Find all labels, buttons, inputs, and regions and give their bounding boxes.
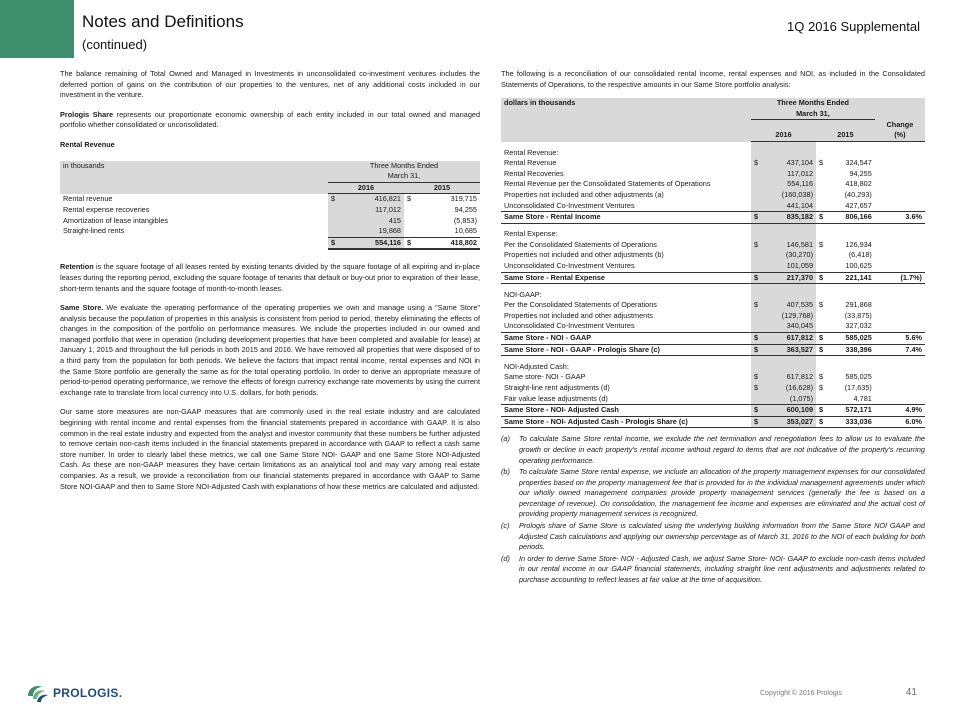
section-heading-row — [501, 290, 925, 301]
recon-value-2015: (33,875) — [844, 310, 872, 320]
prologis-share-term: Prologis Share — [60, 109, 114, 119]
recon-value-2016: 353,027 — [759, 416, 816, 428]
footnote-tag: (d) — [501, 553, 510, 563]
recon-value-2016: (30,270) — [759, 250, 816, 261]
recon-change — [875, 394, 925, 405]
recon-value-2015: 94,255 — [849, 168, 872, 178]
recon-cur-2015 — [816, 250, 824, 261]
rev-row-2016: 415 — [336, 216, 404, 227]
recon-change — [875, 201, 925, 212]
recon-change — [875, 250, 925, 261]
recon-units: dollars in thousands — [501, 98, 751, 109]
recon-cur-2016 — [751, 179, 759, 190]
recon-value-2016: 117,012 — [759, 169, 816, 180]
rental-revenue-table — [60, 161, 480, 251]
recon-value-2015: 427,657 — [845, 200, 872, 210]
recon-label: Rental Revenue per the Consolidated Statements of Operations — [504, 179, 711, 189]
recon-cur-2016: $ — [751, 383, 759, 394]
rev-year-2016: 2016 — [328, 182, 404, 194]
recon-value-2015: 572,171 — [824, 405, 875, 417]
recon-change — [875, 179, 925, 190]
prologis-logo-icon — [24, 682, 50, 704]
recon-cur-2015 — [816, 311, 824, 322]
intro-paragraph: The balance remaining of Total Owned and Managed in Investments in unconsolidated co-investment ventures includes the deferred portion of gains on the contribution of our properties to the ventures, net of any additional costs included in our investment in the venture. — [60, 69, 480, 100]
footnote — [501, 467, 925, 520]
recon-cur-2015: $ — [819, 239, 824, 249]
recon-row — [501, 250, 925, 261]
recon-value-2015: 585,025 — [845, 372, 872, 382]
recon-cur-2015 — [816, 179, 824, 190]
rev-row-2015: 10,685 — [454, 226, 477, 236]
recon-change — [875, 240, 925, 251]
recon-label: Per the Consolidated Statements of Operations — [504, 300, 657, 310]
rev-row-2015: (5,853) — [453, 215, 477, 225]
recon-cur-2016: $ — [751, 300, 759, 311]
prologis-logo — [24, 682, 122, 704]
recon-cur-2015: $ — [816, 416, 824, 428]
recon-cur-2016: $ — [751, 416, 759, 428]
recon-cur-2015: $ — [819, 300, 824, 310]
rev-row-2016: 19,868 — [336, 226, 404, 237]
recon-row — [501, 261, 925, 272]
retention-text: is the square footage of all leases rented by existing tenants divided by the square footage of all expiring and in-place leases during the reporting period, excluding the square footage of tenants that default or buy-out prior to expiration of their lease, short-term tenants and the square footage of month-to-month leases. — [60, 262, 480, 293]
recon-change — [875, 383, 925, 394]
recon-label: Properties not included and other adjustments (b) — [504, 250, 664, 260]
retention-paragraph — [60, 262, 480, 294]
recon-row — [501, 190, 925, 201]
recon-label: Same Store - NOI- Adjusted Cash - Prologis Share (c) — [501, 416, 751, 428]
recon-row — [501, 300, 925, 311]
recon-label: Unconsolidated Co-Investment Ventures — [504, 321, 635, 331]
recon-cur-2016: $ — [751, 272, 759, 284]
recon-value-2016: 617,812 — [759, 333, 816, 345]
recon-label: Same Store - NOI - GAAP — [501, 333, 751, 345]
same-store-paragraph — [60, 303, 480, 398]
recon-change: (1.7%) — [875, 272, 925, 284]
rev-total-cur2: $ — [404, 237, 412, 249]
recon-cur-2016: $ — [751, 158, 759, 169]
footnote-tag: (c) — [501, 521, 510, 531]
recon-change-unit: (%) — [875, 130, 925, 141]
recon-change: 5.6% — [875, 333, 925, 345]
section-heading-row — [501, 362, 925, 373]
same-store-text: We evaluate the operating performance of the operating properties we own and manage using a "Same Store" analysis because the population of properties in this analysis is consistent from period to period, thereby eliminating the effects of changes in the composition of the portfolio on performance measures. We include the properties included in our owned and managed portfolio that were in operation (including development properties that have been completed and available for lease) at January 1, 2015 and throughout the full periods in both 2015 and 2016. We have removed all properties that were disposed of to a third party from the population for both periods. We believe the factors that impact rental income, rental expenses and NOI in the Same Store portfolio are generally the same as for the total operating portfolio. In order to derive an appropriate measure of period-to-period operating performance, we remove the effects of foreign currency exchange rate movements by using the current exchange rate to translate from local currency into U.S. dollars, for both periods. — [60, 303, 480, 397]
recon-value-2015: 806,166 — [824, 212, 875, 224]
recon-period-header: Three Months Ended — [751, 98, 875, 109]
recon-row — [501, 201, 925, 212]
recon-cur-2016: $ — [751, 372, 759, 383]
recon-cur-2015: $ — [816, 272, 824, 284]
rev-row — [60, 216, 480, 227]
recon-row — [501, 158, 925, 169]
rev-units: in thousands — [60, 161, 328, 172]
recon-change — [875, 372, 925, 383]
header-accent-bar — [0, 0, 74, 58]
measures-paragraph: Our same store measures are non-GAAP measures that are commonly used in the real estate industry and are calculated beginning with rental income and rental expenses from the financial statements prepared in accordance with GAAP. It is also common in the real estate industry and expected from the analyst and investor community that these numbers be further adjusted to remove certain non-cash items included in the financial statements prepared in accordance with GAAP to reflect a cash same store number. In order to clearly label these metrics, we call one Same Store NOI- GAAP and one Same Store NOI-Adjusted Cash. As these are non-GAAP measures they have certain limitations as an analytical tool and may vary among real estate companies. As a result, we provide a reconciliation from our financial statements prepared in accordance with GAAP to Same Store NOI-GAAP and then to Same Store NOI-Adjusted Cash with explanations of how these metrics are calculated and adjusted. — [60, 407, 480, 491]
prologis-logo-text: PROLOGIS. — [53, 686, 123, 700]
rev-period-header: Three Months Ended — [328, 161, 480, 172]
recon-year-2015: 2015 — [816, 130, 875, 141]
section-heading-row — [501, 148, 925, 159]
recon-value-2016: (129,768) — [759, 311, 816, 322]
recon-cur-2016 — [751, 394, 759, 405]
recon-cur-2015 — [816, 261, 824, 272]
rev-row-cur: $ — [328, 194, 336, 205]
rev-row-cur — [328, 226, 336, 237]
section-heading: Rental Revenue: — [504, 147, 559, 157]
recon-value-2015: 291,868 — [845, 300, 872, 310]
recon-cur-2016 — [751, 190, 759, 201]
rev-row-cur2: $ — [407, 194, 412, 204]
recon-change — [875, 300, 925, 311]
section-heading: Rental Expense: — [504, 229, 558, 239]
recon-value-2016: 101,059 — [759, 261, 816, 272]
recon-row — [501, 394, 925, 405]
recon-value-2016: 437,104 — [759, 158, 816, 169]
supplemental-label: 1Q 2016 Supplemental — [787, 19, 920, 34]
rev-row — [60, 226, 480, 237]
recon-change — [875, 321, 925, 332]
rental-revenue-heading: Rental Revenue — [60, 139, 115, 149]
recon-label: Properties not included and other adjustments (a) — [504, 189, 664, 199]
recon-value-2016: 441,104 — [759, 201, 816, 212]
recon-cur-2016: $ — [751, 333, 759, 345]
recon-label: Same store- NOI - GAAP — [504, 372, 586, 382]
recon-value-2016: 340,045 — [759, 321, 816, 332]
recon-change — [875, 169, 925, 180]
recon-cur-2016 — [751, 169, 759, 180]
recon-cur-2016: $ — [751, 240, 759, 251]
recon-total-row — [501, 333, 925, 345]
footnote — [501, 434, 925, 466]
recon-year-2016: 2016 — [751, 130, 816, 141]
rev-row-label: Straight-lined rents — [63, 226, 125, 236]
recon-value-2015: 338,396 — [824, 344, 875, 356]
recon-value-2015: (17,635) — [844, 382, 872, 392]
section-heading: NOI-Adjusted Cash: — [504, 361, 569, 371]
rev-row-cur — [328, 205, 336, 216]
recon-value-2016: 835,182 — [759, 212, 816, 224]
recon-cur-2015: $ — [819, 158, 824, 168]
recon-change — [875, 311, 925, 322]
recon-cur-2016: $ — [751, 344, 759, 356]
recon-change: 3.6% — [875, 212, 925, 224]
recon-cur-2015: $ — [819, 382, 824, 392]
recon-total-row — [501, 416, 925, 428]
recon-value-2015: 126,934 — [845, 239, 872, 249]
rev-row — [60, 194, 480, 205]
rev-total-cur: $ — [328, 237, 336, 249]
recon-value-2015: 4,781 — [853, 393, 872, 403]
recon-cur-2015 — [816, 201, 824, 212]
recon-cur-2016 — [751, 201, 759, 212]
recon-total-row — [501, 272, 925, 284]
recon-total-row — [501, 405, 925, 417]
recon-change — [875, 190, 925, 201]
recon-label: Unconsolidated Co-Investment Ventures — [504, 261, 635, 270]
recon-label: Same Store - NOI - GAAP - Prologis Share (c) — [501, 344, 751, 356]
recon-cur-2015: $ — [816, 333, 824, 345]
footnote-text: To calculate Same Store rental income, we exclude the net termination and renegotiation fees to allow us to evaluate the growth or decline in each property's rental income without regard to items that are not indicative of the property's recurring operating performance. — [519, 434, 925, 465]
recon-value-2015: (40,293) — [844, 189, 872, 199]
recon-value-2015: 333,036 — [824, 416, 875, 428]
section-heading-row — [501, 229, 925, 240]
recon-cur-2016 — [751, 250, 759, 261]
recon-row — [501, 169, 925, 180]
recon-value-2016: 146,581 — [759, 240, 816, 251]
rev-row-label: Amortization of lease intangibles — [63, 215, 169, 225]
recon-change: 7.4% — [875, 344, 925, 356]
recon-value-2015: 327,032 — [845, 321, 872, 331]
recon-value-2015: 100,625 — [845, 261, 872, 270]
recon-cur-2016 — [751, 261, 759, 272]
recon-label: Rental Revenue — [504, 158, 557, 168]
recon-cur-2016 — [751, 321, 759, 332]
recon-label: Same Store - NOI- Adjusted Cash — [501, 405, 751, 417]
page-number: 41 — [905, 687, 917, 698]
rev-row-2016: 416,821 — [336, 194, 404, 205]
recon-total-row — [501, 212, 925, 224]
recon-label: Same Store - Rental Expense — [501, 272, 751, 284]
rev-row-2016: 117,012 — [336, 205, 404, 216]
recon-cur-2015: $ — [816, 405, 824, 417]
recon-value-2015: 221,141 — [824, 272, 875, 284]
left-column — [60, 69, 480, 501]
prologis-share-text: represents our proportionate economic ownership of each entity included in our total owned and managed portfolio whether consolidated or unconsolidated. — [60, 109, 481, 130]
recon-value-2015: 585,025 — [824, 333, 875, 345]
recon-cur-2016 — [751, 311, 759, 322]
recon-cur-2015: $ — [816, 212, 824, 224]
rev-row-cur — [328, 216, 336, 227]
recon-value-2016: 407,535 — [759, 300, 816, 311]
recon-row — [501, 321, 925, 332]
footnotes — [501, 434, 925, 585]
reconciliation-table — [501, 98, 925, 428]
recon-label: Fair value lease adjustments (d) — [504, 393, 608, 403]
recon-intro: The following is a reconciliation of our consolidated rental income, rental expenses and NOI, as included in the Consolidated Statements of Operations, to the respective amounts in our Same Store portfolio analysis: — [501, 69, 925, 89]
recon-total-row — [501, 344, 925, 356]
rev-row-cur2 — [404, 226, 412, 237]
footnote — [501, 521, 925, 553]
footnote — [501, 554, 925, 586]
recon-label: Per the Consolidated Statements of Operations — [504, 239, 657, 249]
recon-row — [501, 240, 925, 251]
recon-change — [875, 261, 925, 272]
recon-value-2016: 617,812 — [759, 372, 816, 383]
recon-label: Same Store - Rental Income — [501, 212, 751, 224]
recon-row — [501, 311, 925, 322]
footnote-text: In order to derive Same Store- NOI - Adjusted Cash, we adjust Same Store- NOI- GAAP to exclude non-cash items included in our rental income in our GAAP financial statements, including straight line rent adjustments and adjustments related to purchase accounting to reflect leases at fair value at the time of acquisition. — [519, 553, 925, 585]
footnote-text: Prologis share of Same Store is calculated using the underlying building information from the Same Store NOI GAAP and Adjusted Cash calculations and applying our ownership percentage as of March 31, 2016 to the NOI of each building for both periods. — [519, 521, 925, 552]
rev-row-cur2 — [404, 205, 412, 216]
page-title: Notes and Definitions — [82, 12, 244, 31]
recon-label: Unconsolidated Co-Investment Ventures — [504, 200, 635, 210]
prologis-share-paragraph — [60, 110, 480, 131]
footnote-text: To calculate Same Store rental expense, we include an allocation of the property management expenses for our consolidated properties based on the property management fee that is provided for in the individual management agreements under which our wholly owned management companies provide property management services (generally the fee is based on a percentage of revenue). On consolidation, the management fee income and expenses are eliminated and the actual cost of providing property management services is recognized. — [519, 467, 925, 519]
recon-row — [501, 372, 925, 383]
rev-year-2015: 2015 — [404, 182, 480, 194]
recon-cur-2016: $ — [751, 212, 759, 224]
recon-cur-2015 — [816, 169, 824, 180]
recon-cur-2015: $ — [816, 344, 824, 356]
rev-period-date: March 31, — [328, 171, 480, 182]
copyright: Copyright © 2016 Prologis — [760, 690, 842, 697]
recon-value-2015: 418,802 — [845, 179, 872, 189]
recon-cur-2016: $ — [751, 405, 759, 417]
rev-row-label: Rental revenue — [63, 194, 113, 204]
recon-value-2016: 217,370 — [759, 272, 816, 284]
page-subtitle: (continued) — [82, 37, 148, 52]
recon-cur-2015 — [816, 394, 824, 405]
recon-cur-2015: $ — [819, 372, 824, 382]
recon-row — [501, 383, 925, 394]
recon-value-2016: (1,075) — [759, 394, 816, 405]
same-store-term: Same Store. — [60, 303, 104, 313]
recon-label: Rental Recoveries — [504, 168, 564, 178]
recon-label: Straight-line rent adjustments (d) — [504, 382, 610, 392]
recon-change — [875, 158, 925, 169]
recon-label: Properties not included and other adjustments — [504, 310, 653, 320]
section-heading: NOI-GAAP: — [504, 289, 542, 299]
rev-row-cur2 — [404, 216, 412, 227]
recon-period-date: March 31, — [751, 109, 875, 120]
recon-value-2016: (160,038) — [759, 190, 816, 201]
retention-term: Retention — [60, 262, 94, 272]
rev-row-2015: 319,715 — [450, 194, 477, 204]
recon-value-2015: 324,547 — [845, 158, 872, 168]
rev-total-2016: 554,116 — [336, 237, 404, 249]
recon-cur-2015 — [816, 321, 824, 332]
footnote-tag: (a) — [501, 434, 510, 444]
recon-change: 6.0% — [875, 416, 925, 428]
rev-total-2015: 418,802 — [412, 237, 480, 249]
recon-value-2016: 600,109 — [759, 405, 816, 417]
recon-change: 4.9% — [875, 405, 925, 417]
rev-row-2015: 94,255 — [454, 204, 477, 214]
recon-row — [501, 179, 925, 190]
recon-change-header: Change — [875, 120, 925, 131]
rev-row-label: Rental expense recoveries — [63, 204, 150, 214]
recon-value-2016: 554,116 — [759, 179, 816, 190]
recon-value-2016: 363,527 — [759, 344, 816, 356]
recon-value-2016: (16,628) — [759, 383, 816, 394]
recon-cur-2015 — [816, 190, 824, 201]
right-column — [501, 69, 925, 587]
rev-row — [60, 205, 480, 216]
footnote-tag: (b) — [501, 467, 510, 477]
recon-value-2015: (6,418) — [848, 250, 872, 260]
